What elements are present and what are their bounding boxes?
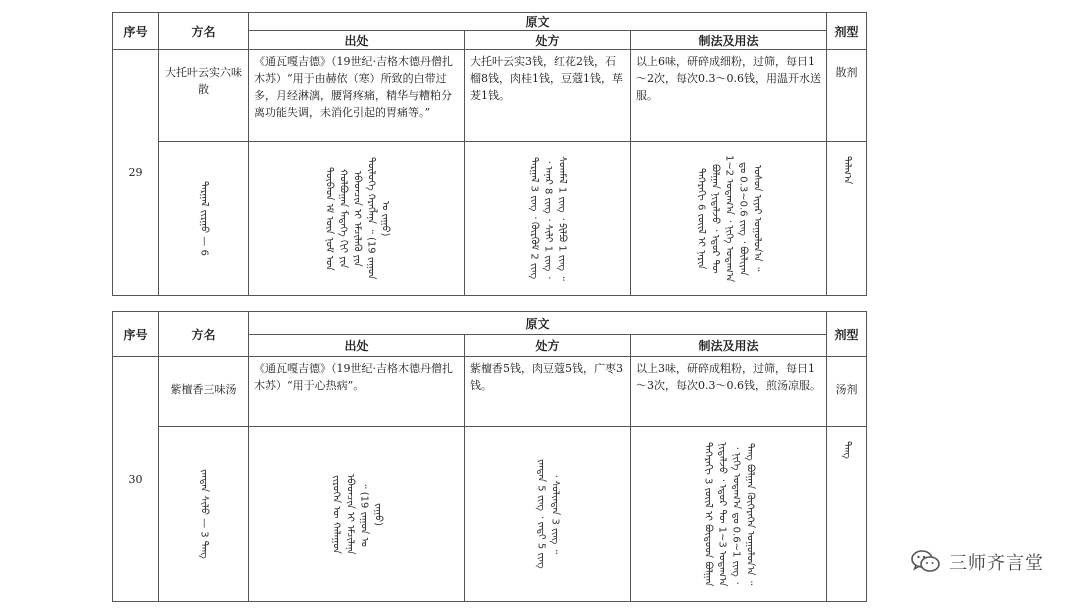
row-name-cell [159,50,249,142]
header-original: 原文 [249,13,827,31]
dosage-form-mn-cell [827,142,867,296]
header-source: 出处 [249,335,465,357]
formula-table-30 [112,311,867,602]
formula-mn: ᠳᠠᠷᠭᠠᠯ 3 ᠵᠢᠩ ᠂ ᠭᠦᠷᠭᠦᠮ 2 ᠵᠢᠩ ᠂ ᠠᠨᠠᠷ 8 ᠵᠢᠩ ᠂ ᠱᠢᠯᠢ 1 ᠵᠢᠩ ᠂ ᠰᠤᠭᠮᠡᠯ 1 ᠵᠢᠩ ᠂ ᠫᠢᠯᠫᠤ 1 ᠵᠢᠩ ᠃ [528,156,568,281]
formula-name-mn-cell [159,142,249,296]
method-cell [631,357,827,427]
header-dosage-form: 剂型 [827,13,867,50]
header-method: 制法及用法 [631,31,827,50]
dosage-form: 汤剂 [835,383,858,396]
watermark [911,548,1044,576]
header-name: 方名 [159,13,249,50]
method-mn: ᠳᠡᠭᠡᠷᠡᠬᠢ 6 ᠵᠦᠢᠯ ᠢ ᠨᠠᠷᠢᠨ ᠪᠣᠯᠭᠠᠨ ᠨᠢᠳᠠᠯᠵᠤ ᠂ ᠡᠳᠦᠷ ᠲᠦ 1~2 ᠤᠳᠠᠭ᠎ᠠ ᠂ ᠨᠢᠭᠡ ᠤᠳᠠᠭ᠎ᠠ ᠳᠤ 0.3~0.6 ᠵᠢᠩ ᠂ ᠪᠦᠯᠢᠶᠡᠨ ᠤᠰᠤᠨ ᠢᠶᠠᠷ ᠣᠭᠣᠯᠤᠨ᠎ᠠ ᠃ [695,154,763,283]
formula-name-mn-cell [159,427,249,602]
method-text: 以上3味，研碎成粗粉，过筛，每日1～3次，每次0.3～0.6钱，煎汤凉服。 [636,362,821,392]
header-name: 方名 [159,312,249,357]
formula-text: 大托叶云实3钱，红花2钱，石榴8钱，肉桂1钱，豆蔻1钱，荜茇1钱。 [470,55,623,102]
formula-mn-cell [465,427,631,602]
formula-name: 紫檀香三味汤 [170,383,237,396]
method-cell [631,50,827,142]
watermark-text: 三师齐言堂 [949,553,1044,574]
dosage-form-mn: ᠲᠠᠯᠬ᠎ᠠ [841,155,853,185]
dosage-form-mn: ᠲᠠᠩ [841,441,853,459]
formula-cell [465,50,631,142]
formula-cell [465,357,631,427]
row-name-cell [159,357,249,427]
source-cell [249,357,465,427]
header-seq: 序号 [113,13,159,50]
source-mn: ᠲᠥᠪᠡᠳ ᠡᠮ ᠦᠨ ᠨᠣᠮ ᠤᠨ ᠬᠣᠯᠪᠣᠭᠠᠨ ᠮᠡᠳᠡᠭᠡ ᠬᠢᠢ ᠶᠢᠨ ᠡᠪᠡᠳᠴᠢᠨ ᠢ ᠡᠮᠴᠢᠯᠡᠬᠦ ᠶᠢᠨ ᠲᠥᠯᠦᠭᠡ ᠬᠡᠷᠡᠭᠯᠡᠨᠡ ᠃ (19 ᠵᠠᠭᠤᠨ ᠤ ᠵᠠᠭᠤ) [323,157,391,280]
method-mn-cell [631,427,827,602]
formula-table-29 [112,12,867,296]
header-seq: 序号 [113,312,159,357]
row-seq: 29 [113,50,159,296]
header-formula: 处方 [465,31,631,50]
formula-name-mn: ᠵᠠᠨᠳᠠᠨ ᠰᠢᠯᠤ — 3 ᠲᠠᠩ [198,469,210,559]
method-mn-cell [631,142,827,296]
dosage-form-cell [827,50,867,142]
source-cell [249,50,465,142]
row-seq: 30 [113,357,159,602]
wechat-icon [911,549,941,575]
header-method: 制法及用法 [631,335,827,357]
method-mn: ᠳᠡᠭᠡᠷᠡᠬᠢ 3 ᠵᠦᠢᠯ ᠢ ᠪᠦᠳᠦᠦᠨ ᠪᠣᠯᠭᠠᠨ ᠨᠢᠳᠠᠯᠵᠤ ᠂ ᠡᠳᠦᠷ ᠲᠦ 1~3 ᠤᠳᠠᠭ᠎ᠠ ᠂ ᠨᠢᠭᠡ ᠤᠳᠠᠭ᠎ᠠ ᠳᠤ 0.6~1 ᠵᠢᠩ ᠂ ᠲᠠᠩ ᠪᠣᠯᠭᠠᠨ ᠬᠥᠭᠡᠷᠡᠭᠡᠨ ᠣᠭᠣᠯᠤᠨ᠎ᠠ ᠃ [702,441,756,587]
header-original: 原文 [249,312,827,335]
dosage-form-mn-cell [827,427,867,602]
source-mn-cell [249,427,465,602]
header-formula: 处方 [465,335,631,357]
formula-name-mn: ᠳᠠᠷᠭᠠᠯ ᠵᠢᠷᠭᠤ — 6 [198,181,210,256]
source-mn: ᠵᠢᠷᠦᠭᠡᠨ ᠦ ᠬᠠᠯᠠᠭᠤᠨ ᠡᠪᠡᠳᠴᠢᠨ ᠢ ᠡᠮᠴᠢᠯᠡᠨᠡ ᠃ (19 ᠵᠠᠭᠤᠨ ᠤ ᠵᠠᠭᠤ) [330,473,384,555]
dosage-form: 散剂 [835,66,858,79]
formula-mn-cell [465,142,631,296]
formula-mn: ᠵᠠᠨᠳᠠᠨ 5 ᠵᠢᠩ ᠂ ᠵᠠᠲᠢ 5 ᠵᠢᠩ ᠂ ᠰᠣᠯᠢᠨᠳᠠᠨ 3 ᠵᠢᠩ ᠃ [535,459,561,569]
source-text: 《通瓦嘎吉德》（19世纪·吉格木德丹僧扎木苏）“用于由赫依（寒）所致的白带过多，月经淋漓，腰肾疼痛，精华与糟粕分离功能失调，未消化引起的胃痛等。” [254,55,453,119]
source-mn-cell [249,142,465,296]
header-dosage-form: 剂型 [827,312,867,357]
formula-name: 大托叶云实六味散 [165,66,242,96]
formula-text: 紫檀香5钱，肉豆蔻5钱，广枣3钱。 [470,362,623,392]
header-source: 出处 [249,31,465,50]
method-text: 以上6味，研碎成细粉，过筛，每日1～2次，每次0.3～0.6钱，用温开水送服。 [636,55,821,102]
source-text: 《通瓦嘎吉德》（19世纪·吉格木德丹僧扎木苏）“用于心热病”。 [254,362,453,392]
dosage-form-cell [827,357,867,427]
